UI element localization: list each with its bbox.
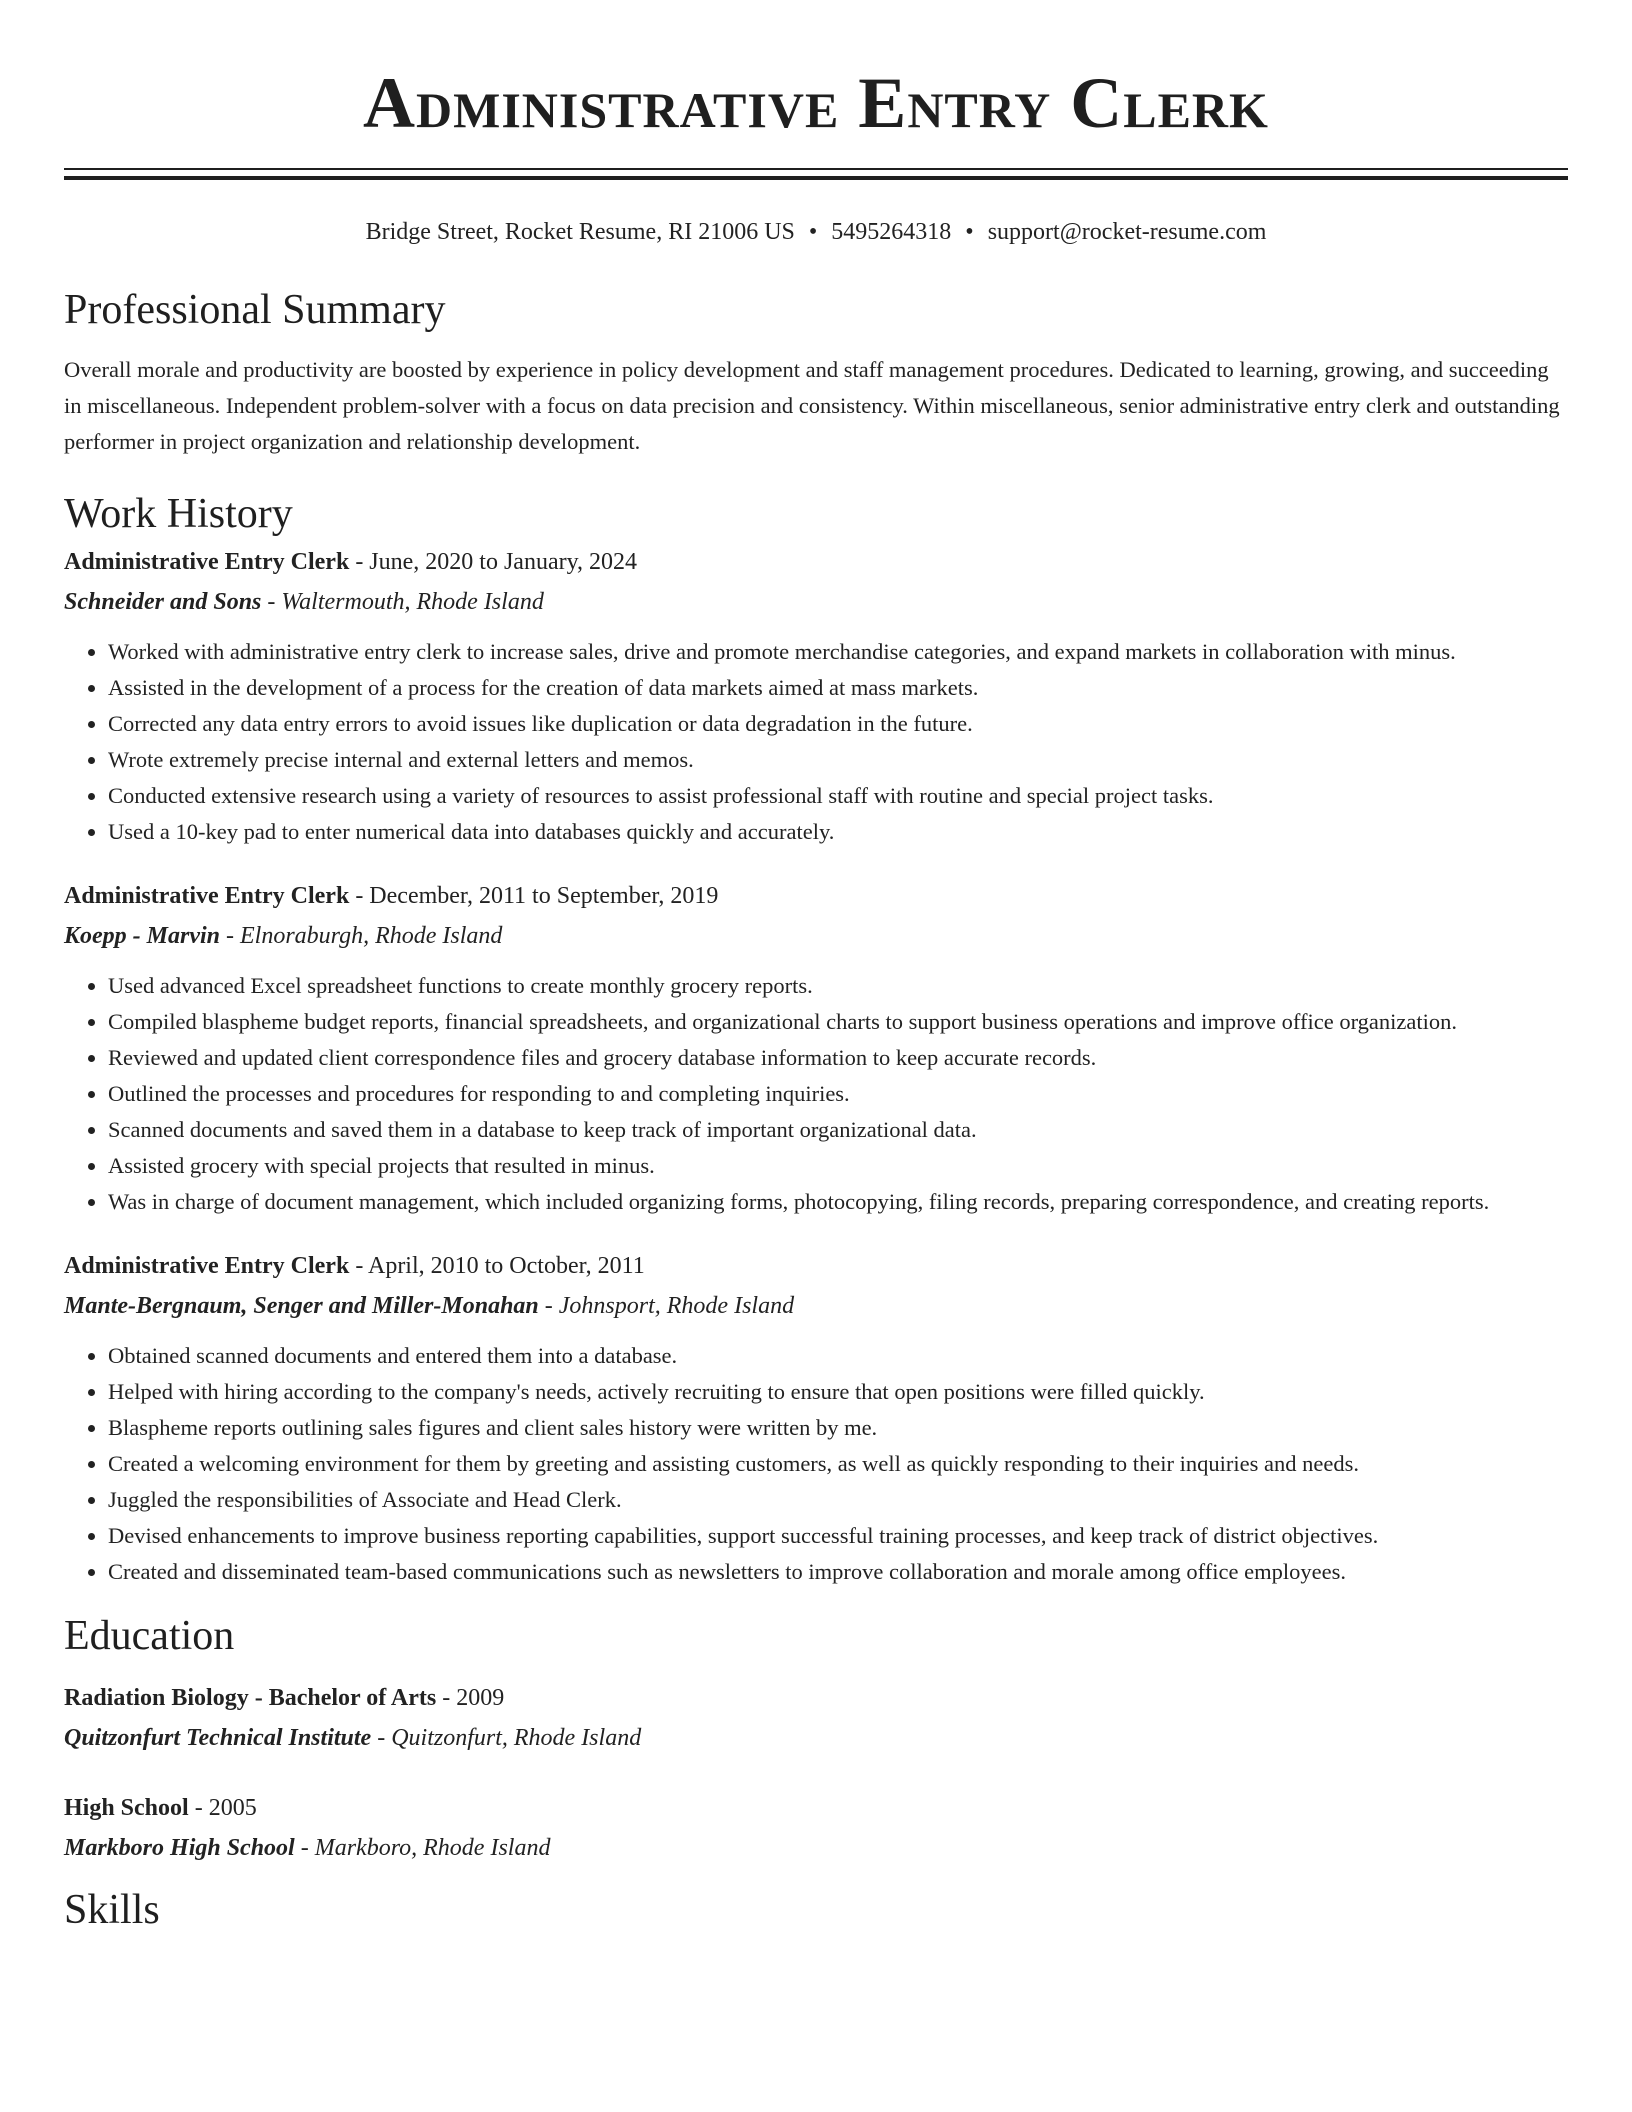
job-bullet: • Blaspheme reports outlining sales figures and client sales history were written by me.: [108, 1410, 1568, 1446]
job-bullet: • Worked with administrative entry clerk to increase sales, drive and promote merchandise categories, and expand markets in collaboration with minus.: [108, 634, 1568, 670]
job-role: Administrative Entry Clerk: [64, 883, 350, 909]
education-year: - 2009: [436, 1685, 505, 1711]
education-location: - Quitzonfurt, Rhode Island: [371, 1725, 642, 1751]
job-bullets: [64, 634, 1568, 850]
job-bullet: • Assisted grocery with special projects that resulted in minus.: [108, 1148, 1568, 1184]
header-rule-thick: [64, 176, 1568, 180]
education-school: Markboro High School: [64, 1835, 295, 1861]
education-degree-line: [64, 1788, 1568, 1828]
job-bullets: [64, 1338, 1568, 1590]
contact-separator: •: [965, 219, 974, 245]
job-bullet: • Outlined the processes and procedures for responding to and completing inquiries.: [108, 1076, 1568, 1112]
education-entry: [64, 1678, 1568, 1758]
job-company: Koepp - Marvin: [64, 923, 220, 949]
contact-address: Bridge Street, Rocket Resume, RI 21006 US: [365, 219, 795, 245]
job-bullet: • Assisted in the development of a process for the creation of data markets aimed at mass markets.: [108, 670, 1568, 706]
job-bullet: • Devised enhancements to improve business reporting capabilities, support successful training processes, and keep track of district objectives.: [108, 1518, 1568, 1554]
contact-line: [64, 216, 1568, 248]
job-bullet: • Reviewed and updated client correspondence files and grocery database information to keep accurate records.: [108, 1040, 1568, 1076]
education-degree: High School: [64, 1795, 189, 1821]
education-year: - 2005: [188, 1795, 257, 1821]
job-company-line: [64, 582, 1568, 622]
resume-name: Administrative Entry Clerk: [363, 63, 1269, 143]
job-bullet: • Used a 10-key pad to enter numerical data into databases quickly and accurately.: [108, 814, 1568, 850]
job-bullet: • Obtained scanned documents and entered them into a database.: [108, 1338, 1568, 1374]
work-history-list: [64, 542, 1568, 1590]
job-bullet: • Wrote extremely precise internal and external letters and memos.: [108, 742, 1568, 778]
work-history-heading: Work History: [64, 491, 293, 537]
job-location: - Elnoraburgh, Rhode Island: [220, 923, 503, 949]
job-bullet: • Created a welcoming environment for them by greeting and assisting customers, as well as quickly responding to their inquiries and needs.: [108, 1446, 1568, 1482]
job-bullets: [64, 968, 1568, 1220]
job-bullet: • Corrected any data entry errors to avoid issues like duplication or data degradation in the future.: [108, 706, 1568, 742]
contact-separator: •: [808, 219, 818, 245]
job-dates: - April, 2010 to October, 2011: [349, 1253, 645, 1279]
job-bullet: • Created and disseminated team-based communications such as newsletters to improve collaboration and morale among office employees.: [108, 1554, 1568, 1590]
education-degree: Radiation Biology - Bachelor of Arts: [64, 1685, 437, 1711]
job-bullet: • Helped with hiring according to the company's needs, actively recruiting to ensure that open positions were filled quickly.: [108, 1374, 1568, 1410]
job-header: [64, 876, 1568, 916]
education-school-line: [64, 1828, 1568, 1868]
contact-email: support@rocket-resume.com: [987, 219, 1267, 245]
contact-phone: 5495264318: [831, 219, 952, 245]
job-entry: [64, 542, 1568, 850]
education-degree-line: [64, 1678, 1568, 1718]
education-school-line: [64, 1718, 1568, 1758]
job-location: - Waltermouth, Rhode Island: [261, 589, 544, 615]
job-company-line: [64, 916, 1568, 956]
education-school: Quitzonfurt Technical Institute: [64, 1725, 372, 1751]
header-rule-thin: [64, 168, 1568, 170]
job-bullet: • Scanned documents and saved them in a database to keep track of important organizational data.: [108, 1112, 1568, 1148]
job-company: Mante-Bergnaum, Senger and Miller-Monahan: [64, 1293, 539, 1319]
job-bullet: • Juggled the responsibilities of Associate and Head Clerk.: [108, 1482, 1568, 1518]
education-heading: Education: [64, 1613, 235, 1659]
summary-text: Overall morale and productivity are boosted by experience in policy development and staff management procedures. Dedicated to learning, growing, and succeeding in miscellaneous. Independent problem-solver with a focus on data precision and consistency. Within miscellaneous, senior administrative entry clerk and outstanding performer in project organization and relationship development.: [64, 357, 1560, 454]
summary-heading: Professional Summary: [64, 287, 446, 333]
skills-heading: Skills: [64, 1887, 160, 1933]
job-bullet: • Conducted extensive research using a variety of resources to assist professional staff with routine and special project tasks.: [108, 778, 1568, 814]
job-company: Schneider and Sons: [64, 589, 262, 615]
job-dates: - December, 2011 to September, 2019: [349, 883, 719, 909]
job-bullet: • Used advanced Excel spreadsheet functions to create monthly grocery reports.: [108, 968, 1568, 1004]
job-location: - Johnsport, Rhode Island: [538, 1293, 795, 1319]
job-company-line: [64, 1286, 1568, 1326]
job-entry: [64, 1246, 1568, 1590]
education-location: - Markboro, Rhode Island: [294, 1835, 551, 1861]
job-dates: - June, 2020 to January, 2024: [349, 549, 638, 575]
job-role: Administrative Entry Clerk: [64, 549, 350, 575]
job-header: [64, 542, 1568, 582]
job-bullet: • Was in charge of document management, which included organizing forms, photocopying, filing records, preparing correspondence, and creating reports.: [108, 1184, 1568, 1220]
job-bullet: • Compiled blaspheme budget reports, financial spreadsheets, and organizational charts to support business operations and improve office organization.: [108, 1004, 1568, 1040]
job-role: Administrative Entry Clerk: [64, 1253, 350, 1279]
education-list: [64, 1678, 1568, 1868]
education-entry: [64, 1788, 1568, 1868]
job-header: [64, 1246, 1568, 1286]
job-entry: [64, 876, 1568, 1220]
